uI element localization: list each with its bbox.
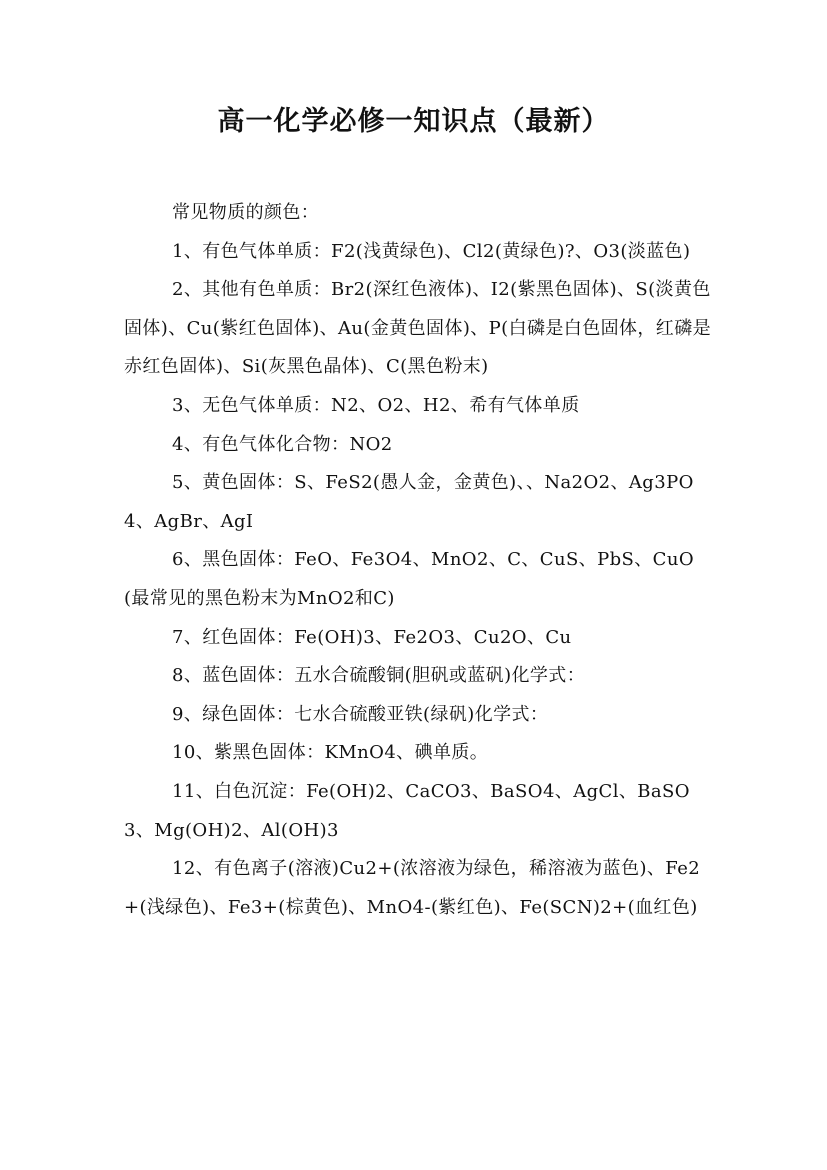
list-item-10: 10、紫黑色固体：KMnO4、碘单质。 xyxy=(172,742,489,764)
list-item-11: 11、白色沉淀：Fe(OH)2、CaCO3、BaSO4、AgCl、BaSO3、Mg(OH)2、Al(OH)3 xyxy=(124,780,690,841)
list-item-12: 12、有色离子(溶液)Cu2+(浓溶液为绿色，稀溶液为蓝色)、Fe2+(浅绿色)、Fe3+(棕黄色)、MnO4-(紫红色)、Fe(SCN)2+(血红色) xyxy=(124,858,701,918)
list-item-5: 5、黄色固体：S、FeS2(愚人金，金黄色)、、Na2O2、Ag3PO4、AgBr、AgI xyxy=(124,472,694,532)
list-item-1: 1、有色气体单质：F2(浅黄绿色)、Cl2(黄绿色)?、O3(淡蓝色) xyxy=(172,240,691,262)
page-title: 高一化学必修一知识点（最新） xyxy=(217,106,610,137)
list-item-3: 3、无色气体单质：N2、O2、H2、希有气体单质 xyxy=(172,394,580,416)
document-body xyxy=(124,194,714,927)
list-item-9: 9、绿色固体：七水合硫酸亚铁(绿矾)化学式： xyxy=(172,703,549,725)
list-item-2: 2、其他有色单质：Br2(深红色液体)、I2(紫黑色固体)、S(淡黄色固体)、Cu(紫红色固体)、Au(金黄色固体)、P(白磷是白色固体，红磷是赤红色固体)、Si(灰黑色晶体)、C(黑色粉末) xyxy=(124,279,712,378)
intro-paragraph: 常见物质的颜色： xyxy=(172,202,320,223)
list-item-8: 8、蓝色固体：五水合硫酸铜(胆矾或蓝矾)化学式： xyxy=(172,665,586,687)
list-item-6: 6、黑色固体：FeO、Fe3O4、MnO2、C、CuS、PbS、CuO(最常见的黑色粉末为MnO2和C) xyxy=(124,549,694,609)
list-item-7: 7、红色固体：Fe(OH)3、Fe2O3、Cu2O、Cu xyxy=(172,626,572,648)
list-item-4: 4、有色气体化合物：NO2 xyxy=(172,433,393,455)
